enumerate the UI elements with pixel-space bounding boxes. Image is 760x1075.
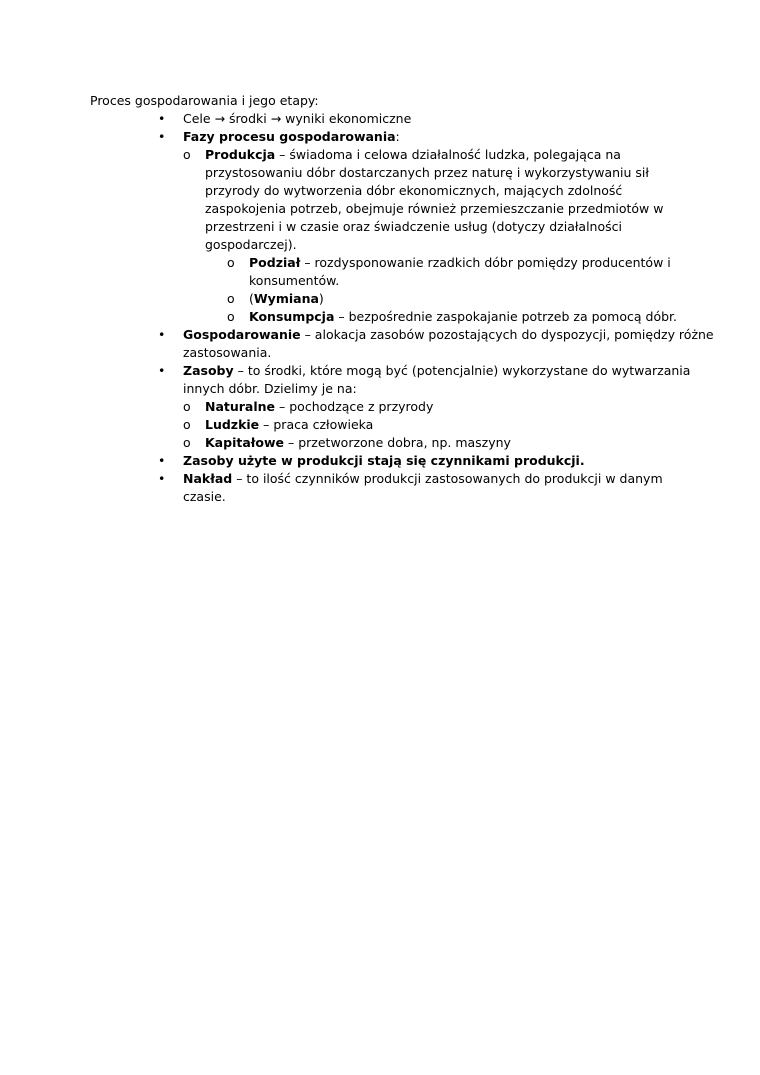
cele-text: Cele: [183, 111, 211, 126]
srodki-text: środki: [229, 111, 267, 126]
list-item-zasoby: [183, 362, 690, 380]
naturalne-rest: – pochodzące z przyrody: [275, 399, 434, 414]
zasoby-term: Zasoby: [183, 363, 234, 378]
list-item-kapitalowe: [205, 434, 511, 452]
naklad-line2: czasie.: [183, 489, 226, 504]
bullet-marker: •: [158, 453, 166, 468]
zasoby-uzyte-text: Zasoby użyte w produkcji stają się czynnikami produkcji.: [183, 453, 585, 468]
arrow-right-icon: →: [214, 111, 226, 126]
konsumpcja-term: Konsumpcja: [249, 309, 335, 324]
zasoby-line2: innych dóbr. Dzielimy je na:: [183, 381, 357, 396]
list-item-konsumpcja: [249, 308, 677, 326]
list-item-naklad: [183, 470, 663, 488]
paren-close: ): [318, 291, 324, 306]
kapitalowe-rest: – przetworzone dobra, np. maszyny: [284, 435, 511, 450]
list-item-gospodarowanie: [183, 326, 714, 344]
page-title: Proces gospodarowania i jego etapy:: [90, 93, 319, 108]
circle-marker: o: [227, 255, 235, 270]
list-item-podzial: [249, 254, 671, 272]
arrow-right-icon: →: [270, 111, 282, 126]
produkcja-line1: – świadoma i celowa działalność ludzka, polegająca na: [275, 147, 621, 162]
bullet-marker: •: [158, 111, 166, 126]
gospodarowanie-term: Gospodarowanie: [183, 327, 301, 342]
wyniki-text: wyniki ekonomiczne: [285, 111, 412, 126]
bullet-marker: •: [158, 129, 166, 144]
podzial-term: Podział: [249, 255, 301, 270]
bullet-marker: •: [158, 471, 166, 486]
gospodarowanie-line2: zastosowania.: [183, 345, 272, 360]
produkcja-line2: przystosowaniu dóbr dostarczanych przez naturę i wykorzystywaniu sił: [205, 165, 649, 180]
list-item-produkcja: [205, 146, 621, 164]
bullet-marker: •: [158, 363, 166, 378]
paren-open: (: [249, 291, 254, 306]
list-item-wymiana: [249, 290, 324, 308]
podzial-line1: – rozdysponowanie rzadkich dóbr pomiędzy producentów i: [300, 255, 671, 270]
fazy-term: Fazy procesu gospodarowania: [183, 129, 396, 144]
circle-marker: o: [227, 291, 235, 306]
kapitalowe-term: Kapitałowe: [205, 435, 285, 450]
circle-marker: o: [227, 309, 235, 324]
naklad-term: Nakład: [183, 471, 233, 486]
list-item-naturalne: [205, 398, 433, 416]
produkcja-line5: przestrzeni i w czasie oraz świadczenie usług (dotyczy działalności: [205, 219, 622, 234]
konsumpcja-rest: – bezpośrednie zaspokajanie potrzeb za pomocą dóbr.: [334, 309, 677, 324]
circle-marker: o: [183, 417, 191, 432]
naturalne-term: Naturalne: [205, 399, 276, 414]
wymiana-term: Wymiana: [253, 291, 319, 306]
list-item-fazy: [183, 128, 400, 146]
circle-marker: o: [183, 435, 191, 450]
list-item-zasoby-uzyte: [183, 452, 585, 470]
produkcja-line6: gospodarczej).: [205, 237, 297, 252]
bullet-marker: •: [158, 327, 166, 342]
circle-marker: o: [183, 147, 191, 162]
ludzkie-term: Ludzkie: [205, 417, 260, 432]
ludzkie-rest: – praca człowieka: [259, 417, 374, 432]
naklad-line1: – to ilość czynników produkcji zastosowanych do produkcji w danym: [232, 471, 663, 486]
produkcja-line3: przyrody do wytworzenia dóbr ekonomicznych, mających zdolność: [205, 183, 623, 198]
gospodarowanie-line1: – alokacja zasobów pozostających do dyspozycji, pomiędzy różne: [300, 327, 714, 342]
list-item-cele: [183, 110, 411, 128]
list-item-ludzkie: [205, 416, 373, 434]
podzial-line2: konsumentów.: [249, 273, 340, 288]
fazy-colon: :: [395, 129, 400, 144]
zasoby-line1: – to środki, które mogą być (potencjalnie) wykorzystane do wytwarzania: [233, 363, 691, 378]
produkcja-term: Produkcja: [205, 147, 276, 162]
produkcja-line4: zaspokojenia potrzeb, obejmuje również przemieszczanie przedmiotów w: [205, 201, 664, 216]
circle-marker: o: [183, 399, 191, 414]
